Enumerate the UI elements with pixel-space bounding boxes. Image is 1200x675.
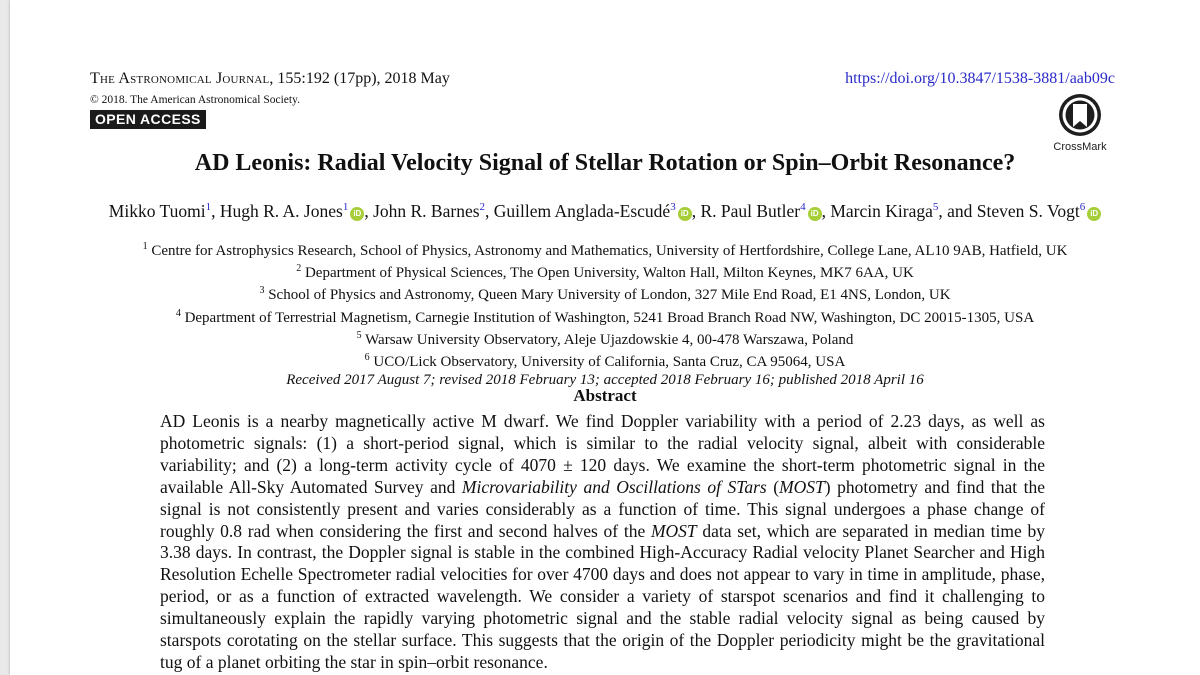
- journal-name: The Astronomical Journal: [90, 70, 270, 87]
- author-affiliation-link[interactable]: 1: [342, 201, 349, 213]
- abstract-segment: AD Leonis is a nearby magnetically active M dwarf. We find Doppler variability with a period of 2.23 days, as well as photometric signals: (1) a short-period signal, which is similar to the radial velocity signal, albeit with considerable variability; and (2) a long-term activity cycle of 4070 ± 120 days. We examine the short-term photometric signal in the available All-Sky Automated Survey and: [160, 411, 1045, 497]
- author-affiliation-link[interactable]: 5: [932, 201, 939, 213]
- affiliation-text: Department of Physical Sciences, The Open University, Walton Hall, Milton Keynes, MK7 6AA, UK: [301, 265, 914, 282]
- author-name: Mikko Tuomi: [108, 200, 206, 221]
- paper-title: AD Leonis: Radial Velocity Signal of Stellar Rotation or Spin–Orbit Resonance?: [194, 150, 1016, 176]
- affiliation-number: 3: [259, 285, 265, 297]
- author: [494, 201, 692, 221]
- journal-header: [90, 70, 450, 129]
- affiliation-number: 4: [175, 307, 181, 319]
- crossmark-button[interactable]: [1048, 92, 1112, 153]
- author-name: John R. Barnes: [373, 200, 480, 221]
- orcid-icon[interactable]: iD: [1087, 207, 1101, 221]
- crossmark-icon: [1057, 92, 1103, 138]
- abstract-segment: ) photometry and find that the signal is not consistently present and varies considerably as a function of time. This signal undergoes a phase change of roughly 0.8 rad when considering the first and second halves of the: [160, 476, 1045, 541]
- journal-reference: , 155:192 (17pp), 2018 May: [269, 70, 450, 87]
- author-affiliation-link[interactable]: 6: [1079, 201, 1086, 213]
- abstract-text: [160, 411, 1045, 674]
- author-affiliation-link[interactable]: 3: [670, 201, 676, 213]
- affiliation-number: 1: [142, 241, 148, 252]
- author: [977, 201, 1101, 221]
- author-affiliation-link[interactable]: 4: [800, 201, 806, 213]
- abstract-italic-term: MOST: [779, 476, 825, 497]
- author-affiliation-link[interactable]: 2: [479, 201, 486, 213]
- author: [373, 201, 485, 221]
- affiliation-lines: [90, 238, 1120, 371]
- author: [220, 201, 365, 221]
- orcid-icon[interactable]: iD: [350, 207, 364, 221]
- abstract-segment: (: [766, 476, 780, 497]
- author-name: Hugh R. A. Jones: [219, 200, 343, 221]
- affiliation: [90, 238, 1120, 260]
- author-name: Marcin Kiraga: [830, 200, 933, 221]
- author: [700, 201, 821, 221]
- paper-page: [10, 0, 1200, 675]
- orcid-icon[interactable]: iD: [678, 207, 692, 221]
- author-separator: ,: [691, 200, 701, 221]
- affiliation-number: 6: [364, 352, 370, 364]
- affiliation-list: [90, 238, 1120, 389]
- affiliation-text: Warsaw University Observatory, Aleje Ujazdowskie 4, 00-478 Warszawa, Poland: [361, 331, 854, 348]
- author-name: R. Paul Butler: [700, 200, 801, 221]
- abstract-segment: data set, which are separated in median time by 3.38 days. In contrast, the Doppler signal is stable in the combined High-Accuracy Radial velocity Planet Searcher and High Resolution Echelle Spectrometer radial velocities for over 4700 days and does not appear to vary in time in amplitude, phase, period, or as a function of extracted wavelength. We consider a variety of starspot scenarios and find it challenging to simultaneously explain the rapidly varying photometric signal and the stable radial velocity signal as being caused by starspots corotating on the stellar surface. This suggests that the origin of the Doppler periodicity might be the gravitational tug of a planet orbiting the star in spin–orbit resonance.: [160, 520, 1045, 672]
- copyright-notice: © 2018. The American Astronomical Society.: [90, 94, 300, 106]
- affiliation-text: Department of Terrestrial Magnetism, Carnegie Institution of Washington, 5241 Broad Branch Road NW, Washington, DC 20015-1305, USA: [180, 309, 1035, 326]
- open-access-badge: OPEN ACCESS: [90, 110, 206, 129]
- affiliation-text: School of Physics and Astronomy, Queen Mary University of London, 327 Mile End Road, E1 4NS, London, UK: [264, 287, 951, 304]
- affiliation: [90, 349, 1120, 371]
- author: [830, 201, 938, 221]
- abstract-heading: Abstract: [573, 386, 637, 405]
- orcid-icon[interactable]: iD: [808, 207, 822, 221]
- received-dates: Received 2017 August 7; revised 2018 February 13; accepted 2018 February 16; published 2018 April 16: [286, 372, 924, 389]
- author: [109, 201, 211, 221]
- affiliation: [90, 327, 1120, 349]
- affiliation-number: 2: [296, 263, 302, 275]
- author-name: Guillem Anglada-Escudé: [493, 200, 671, 221]
- affiliation-number: 5: [356, 329, 362, 341]
- author-affiliation-link[interactable]: 1: [205, 201, 212, 213]
- author-separator: ,: [485, 200, 494, 221]
- doi-link[interactable]: https://doi.org/10.3847/1538-3881/aab09c: [845, 70, 1115, 87]
- author-separator: ,: [364, 200, 374, 221]
- author-separator: ,: [821, 200, 831, 221]
- affiliation-text: Centre for Astrophysics Research, School of Physics, Astronomy and Mathematics, University of Hertfordshire, College Lane, AL10 9AB, Hatfield, UK: [147, 243, 1068, 259]
- affiliation: [90, 260, 1120, 282]
- author-name: Steven S. Vogt: [976, 200, 1080, 221]
- journal-citation: [90, 70, 450, 88]
- author-separator: ,: [211, 200, 220, 221]
- affiliation-text: UCO/Lick Observatory, University of California, Santa Cruz, CA 95064, USA: [369, 354, 846, 371]
- abstract-italic-term: MOST: [650, 520, 697, 541]
- affiliation: [90, 282, 1120, 304]
- affiliation: [90, 305, 1120, 327]
- crossmark-label: CrossMark: [1053, 141, 1107, 153]
- abstract-italic-term: Microvariability and Oscillations of STars: [461, 476, 767, 497]
- author-list: [90, 196, 1120, 222]
- author-separator: , and: [938, 200, 977, 221]
